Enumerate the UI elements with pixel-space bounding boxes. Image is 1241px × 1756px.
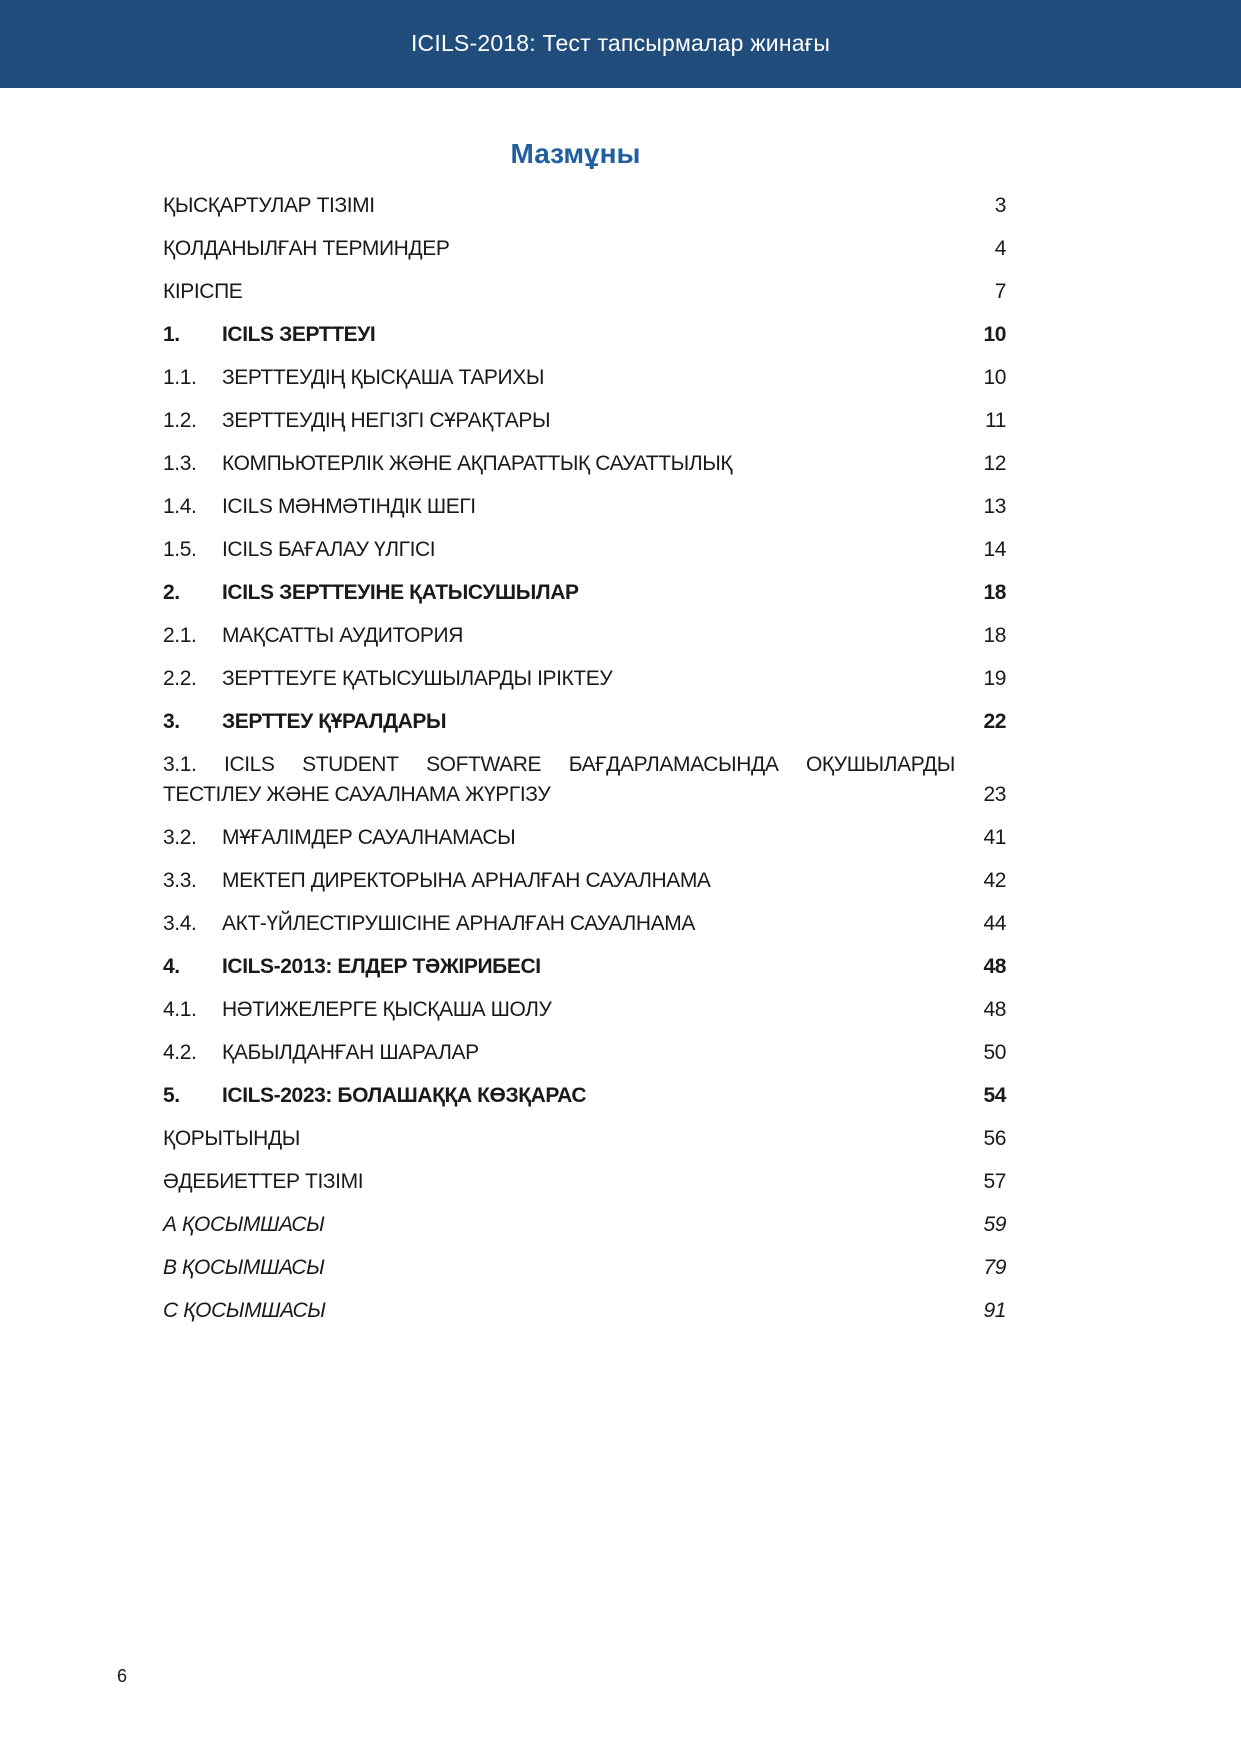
toc-entry-word: SOFTWARE (426, 753, 542, 776)
toc-entry-section-4[interactable] (163, 951, 1006, 994)
toc-entry-page: 22 (983, 710, 1006, 733)
toc-entry-number: 4. (163, 955, 180, 978)
toc-entry-title: ICILS-2013: ЕЛДЕР ТӘЖІРИБЕСІ (222, 955, 541, 978)
toc-entry-title: ЗЕРТТЕУДІҢ НЕГІЗГІ СҰРАҚТАРЫ (222, 409, 551, 432)
toc-entry-title: ӘДЕБИЕТТЕР ТІЗІМІ (163, 1170, 364, 1193)
toc-entry-title: ICILS БАҒАЛАУ ҮЛГІСІ (222, 538, 436, 561)
toc-entry-title-line2: ТЕСТІЛЕУ ЖӘНЕ САУАЛНАМА ЖҮРГІЗУ (163, 783, 551, 806)
toc-entry-number: 2.1. (163, 624, 197, 647)
toc-entry-title-line1 (163, 749, 955, 781)
toc-entry-number: 4.1. (163, 998, 197, 1021)
toc-entry-section-3-3[interactable] (163, 865, 1006, 908)
toc-entry-page: 56 (983, 1127, 1006, 1150)
toc-entry-title: ICILS МӘНМӘТІНДІК ШЕГІ (222, 495, 476, 518)
toc-entry-page: 3 (994, 194, 1006, 217)
toc-entry-title: В ҚОСЫМШАСЫ (163, 1256, 325, 1279)
page-number: 6 (117, 1666, 128, 1686)
header-title: ICILS-2018: Тест тапсырмалар жинағы (410, 30, 831, 56)
toc-entry-title: ICILS ЗЕРТТЕУІ (222, 323, 376, 346)
toc-entry-word: ICILS (224, 753, 275, 776)
toc-entry-word: БАҒДАРЛАМАСЫНДА (568, 753, 779, 776)
toc-entry-number: 1.5. (163, 538, 197, 561)
toc-entry-section-3[interactable] (163, 706, 1006, 749)
toc-entry-number: 1. (163, 323, 180, 346)
toc-entry-page: 59 (983, 1213, 1006, 1236)
toc-entry-page: 10 (983, 323, 1006, 346)
toc-entry-page: 11 (985, 409, 1006, 432)
toc-entry-page: 18 (983, 581, 1006, 604)
toc-entry-conclusion[interactable] (163, 1123, 1006, 1166)
toc-entry-section-2-2[interactable] (163, 663, 1006, 706)
toc-entry-page: 18 (983, 624, 1006, 647)
toc-entry-section-1-1[interactable] (163, 362, 1006, 405)
toc-entry-page: 23 (983, 783, 1006, 806)
toc-entry-title: ICILS ЗЕРТТЕУІНЕ ҚАТЫСУШЫЛАР (222, 581, 579, 604)
toc-entry-terms[interactable] (163, 233, 1006, 276)
toc-entry-appendix-c[interactable] (163, 1295, 1006, 1338)
toc-entry-title: КІРІСПЕ (163, 280, 243, 303)
toc-entry-number: 4.2. (163, 1041, 197, 1064)
toc-entry-page: 79 (983, 1256, 1006, 1279)
toc-entry-page: 19 (983, 667, 1006, 690)
toc-entry-title: ЗЕРТТЕУДІҢ ҚЫСҚАША ТАРИХЫ (222, 366, 545, 389)
toc-entry-section-3-2[interactable] (163, 822, 1006, 865)
toc-entry-title: ЗЕРТТЕУ ҚҰРАЛДАРЫ (222, 710, 447, 733)
toc-entry-section-2[interactable] (163, 577, 1006, 620)
toc-entry-section-3-1[interactable] (163, 749, 1006, 822)
table-of-contents (163, 190, 1006, 1338)
toc-entry-title: С ҚОСЫМШАСЫ (163, 1299, 326, 1322)
toc-entry-number: 3.1. (163, 753, 197, 776)
toc-entry-page: 48 (983, 955, 1006, 978)
toc-entry-word: ОҚУШЫЛАРДЫ (806, 753, 955, 776)
toc-entry-abbreviations[interactable] (163, 190, 1006, 233)
toc-entry-page: 44 (983, 912, 1006, 935)
toc-entry-appendix-a[interactable] (163, 1209, 1006, 1252)
toc-entry-number: 3.2. (163, 826, 197, 849)
toc-entry-title: НӘТИЖЕЛЕРГЕ ҚЫСҚАША ШОЛУ (222, 998, 552, 1021)
toc-entry-number: 1.4. (163, 495, 197, 518)
toc-entry-title: АКТ-ҮЙЛЕСТІРУШІСІНЕ АРНАЛҒАН САУАЛНАМА (222, 912, 695, 935)
toc-entry-section-3-4[interactable] (163, 908, 1006, 951)
toc-entry-section-1[interactable] (163, 319, 1006, 362)
toc-entry-introduction[interactable] (163, 276, 1006, 319)
toc-entry-title: КОМПЬЮТЕРЛІК ЖӘНЕ АҚПАРАТТЫҚ САУАТТЫЛЫҚ (222, 452, 733, 475)
toc-entry-number: 3.3. (163, 869, 197, 892)
toc-entry-page: 91 (983, 1299, 1006, 1322)
toc-entry-number: 3.4. (163, 912, 197, 935)
toc-entry-section-1-3[interactable] (163, 448, 1006, 491)
toc-entry-page: 10 (983, 366, 1006, 389)
toc-entry-section-1-2[interactable] (163, 405, 1006, 448)
toc-entry-title: ICILS-2023: БОЛАШАҚҚА КӨЗҚАРАС (222, 1084, 587, 1107)
toc-entry-number: 3. (163, 710, 180, 733)
toc-entry-section-4-2[interactable] (163, 1037, 1006, 1080)
toc-entry-section-4-1[interactable] (163, 994, 1006, 1037)
toc-entry-page: 57 (983, 1170, 1006, 1193)
toc-entry-section-5[interactable] (163, 1080, 1006, 1123)
toc-entry-section-1-4[interactable] (163, 491, 1006, 534)
toc-entry-title: МАҚСАТТЫ АУДИТОРИЯ (222, 624, 463, 647)
toc-entry-word: STUDENT (302, 753, 399, 776)
toc-entry-number: 2. (163, 581, 180, 604)
toc-entry-page: 41 (983, 826, 1006, 849)
toc-entry-title: ЗЕРТТЕУГЕ ҚАТЫСУШЫЛАРДЫ ІРІКТЕУ (222, 667, 613, 690)
toc-entry-title: МЕКТЕП ДИРЕКТОРЫНА АРНАЛҒАН САУАЛНАМА (222, 869, 711, 892)
toc-entry-section-1-5[interactable] (163, 534, 1006, 577)
toc-entry-page: 54 (983, 1084, 1006, 1107)
toc-entry-number: 1.2. (163, 409, 197, 432)
toc-entry-number: 1.3. (163, 452, 197, 475)
toc-entry-page: 42 (983, 869, 1006, 892)
toc-entry-page: 12 (983, 452, 1006, 475)
toc-entry-number: 2.2. (163, 667, 197, 690)
toc-entry-number: 1.1. (163, 366, 197, 389)
toc-entry-title: А ҚОСЫМШАСЫ (163, 1213, 325, 1236)
toc-entry-title: ҚЫСҚАРТУЛАР ТІЗІМІ (163, 194, 375, 217)
toc-entry-title: МҰҒАЛІМДЕР САУАЛНАМАСЫ (222, 826, 516, 849)
toc-entry-page: 7 (994, 280, 1006, 303)
toc-entry-references[interactable] (163, 1166, 1006, 1209)
toc-entry-section-2-1[interactable] (163, 620, 1006, 663)
toc-entry-number: 5. (163, 1084, 180, 1107)
toc-entry-appendix-b[interactable] (163, 1252, 1006, 1295)
toc-entry-page: 48 (983, 998, 1006, 1021)
toc-entry-page: 50 (983, 1041, 1006, 1064)
toc-heading: Мазмұны (510, 138, 641, 169)
toc-entry-title: ҚОЛДАНЫЛҒАН ТЕРМИНДЕР (163, 237, 450, 260)
toc-entry-page: 4 (994, 237, 1006, 260)
toc-entry-page: 14 (983, 538, 1006, 561)
toc-entry-page: 13 (983, 495, 1006, 518)
toc-entry-title: ҚОРЫТЫНДЫ (163, 1127, 300, 1150)
toc-entry-title: ҚАБЫЛДАНҒАН ШАРАЛАР (222, 1041, 479, 1064)
